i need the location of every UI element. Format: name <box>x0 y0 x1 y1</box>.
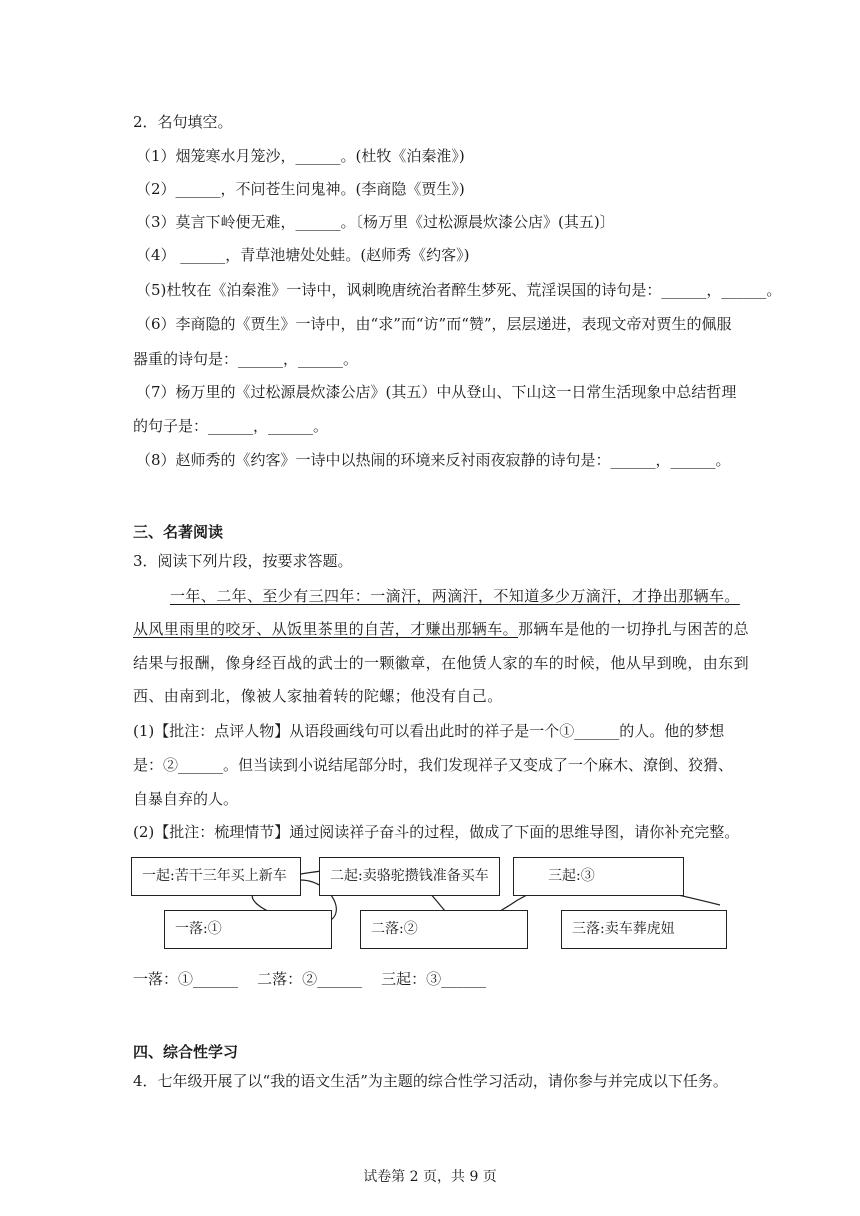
q2-item-7-line2: 的句子是：______，______。 <box>133 417 329 435</box>
q2-title: 2．名句填空。 <box>133 113 233 131</box>
section-3-heading: 三、名著阅读 <box>133 523 224 541</box>
q2-item-1: （1）烟笼寒水月笼沙，______。(杜牧《泊秦淮》) <box>136 147 465 165</box>
q2-item-2: （2）______，不问苍生问鬼神。(李商隐《贾生》) <box>136 180 465 198</box>
q2-item-6-line1: （6）李商隐的《贾生》一诗中，由“求”而“访”而“赞”，层层递进，表现文帝对贾生的佩服 <box>136 315 732 333</box>
q2-item-3: （3）莫言下岭便无难，______。〔杨万里《过松源晨炊漆公店》(其五)〕 <box>136 213 615 231</box>
passage-underlined-1: 一年、二年、至少有三四年：一滴汗，两滴汗，不知道多少万滴汗，才挣出那辆车。 <box>170 587 740 605</box>
mindmap-rise-1: 一起:苦干三年买上新车 <box>131 857 301 896</box>
q3-part2-line1: (2)【批注：梳理情节】通过阅读祥子奋斗的过程，做成了下面的思维导图，请你补充完整。 <box>133 823 740 841</box>
q2-item-7-line1: （7）杨万里的《过松源晨炊漆公店》(其五）中从登山、下山这一日常生活现象中总结哲理 <box>136 383 737 401</box>
q2-item-4: （4） ______，青草池塘处处蛙。(赵师秀《约客》) <box>136 246 470 264</box>
passage-underlined-2: 从风里雨里的咬牙、从饭里茶里的自苦，才赚出那辆车。 <box>133 620 519 638</box>
mindmap-fall-2: 二落:② <box>360 910 528 949</box>
q3-part1-line1: (1)【批注：点评人物】从语段画线句可以看出此时的祥子是一个①______的人。他的梦想 <box>133 722 725 740</box>
passage-line-4: 西、由南到北，像被人家抽着转的陀螺；他没有自己。 <box>133 687 503 705</box>
q3-answers: 一落：①______ 二落：②______ 三起：③______ <box>133 970 487 988</box>
section-4-heading: 四、综合性学习 <box>133 1043 239 1061</box>
page-footer: 试卷第 2 页，共 9 页 <box>363 1169 497 1185</box>
mindmap-fall-3: 三落:卖车葬虎妞 <box>561 910 727 949</box>
q3-part1-line3: 自暴自弃的人。 <box>133 790 239 808</box>
passage-text-2: 那辆车是他的一切挣扎与困苦的总 <box>518 620 750 638</box>
mindmap-fall-1: 一落:① <box>164 910 332 949</box>
q2-item-6-line2: 器重的诗句是：______，______。 <box>133 350 359 368</box>
q2-item-8: （8）赵师秀的《约客》一诗中以热闹的环境来反衬雨夜寂静的诗句是：______，______。 <box>136 451 731 469</box>
mindmap-rise-3: 三起:③ <box>513 857 684 896</box>
passage-line-3: 结果与报酬，像身经百战的武士的一颗徽章，在他赁人家的车的时候，他从早到晚，由东到 <box>133 654 750 672</box>
q3-title: 3．阅读下列片段，按要求答题。 <box>133 552 353 570</box>
q4-title: 4．七年级开展了以“我的语文生活”为主题的综合性学习活动，请你参与并完成以下任务。 <box>133 1072 728 1090</box>
q3-part1-line2: 是：②______。但当读到小说结尾部分时，我们发现祥子又变成了一个麻木、潦倒、狡猾、 <box>133 756 734 774</box>
mindmap-rise-2: 二起:卖骆驼攒钱准备买车 <box>319 857 500 896</box>
q2-item-5: （5)杜牧在《泊秦淮》一诗中，讽刺晚唐统治者醉生梦死、荒淫误国的诗句是：______，______。 <box>136 281 782 299</box>
